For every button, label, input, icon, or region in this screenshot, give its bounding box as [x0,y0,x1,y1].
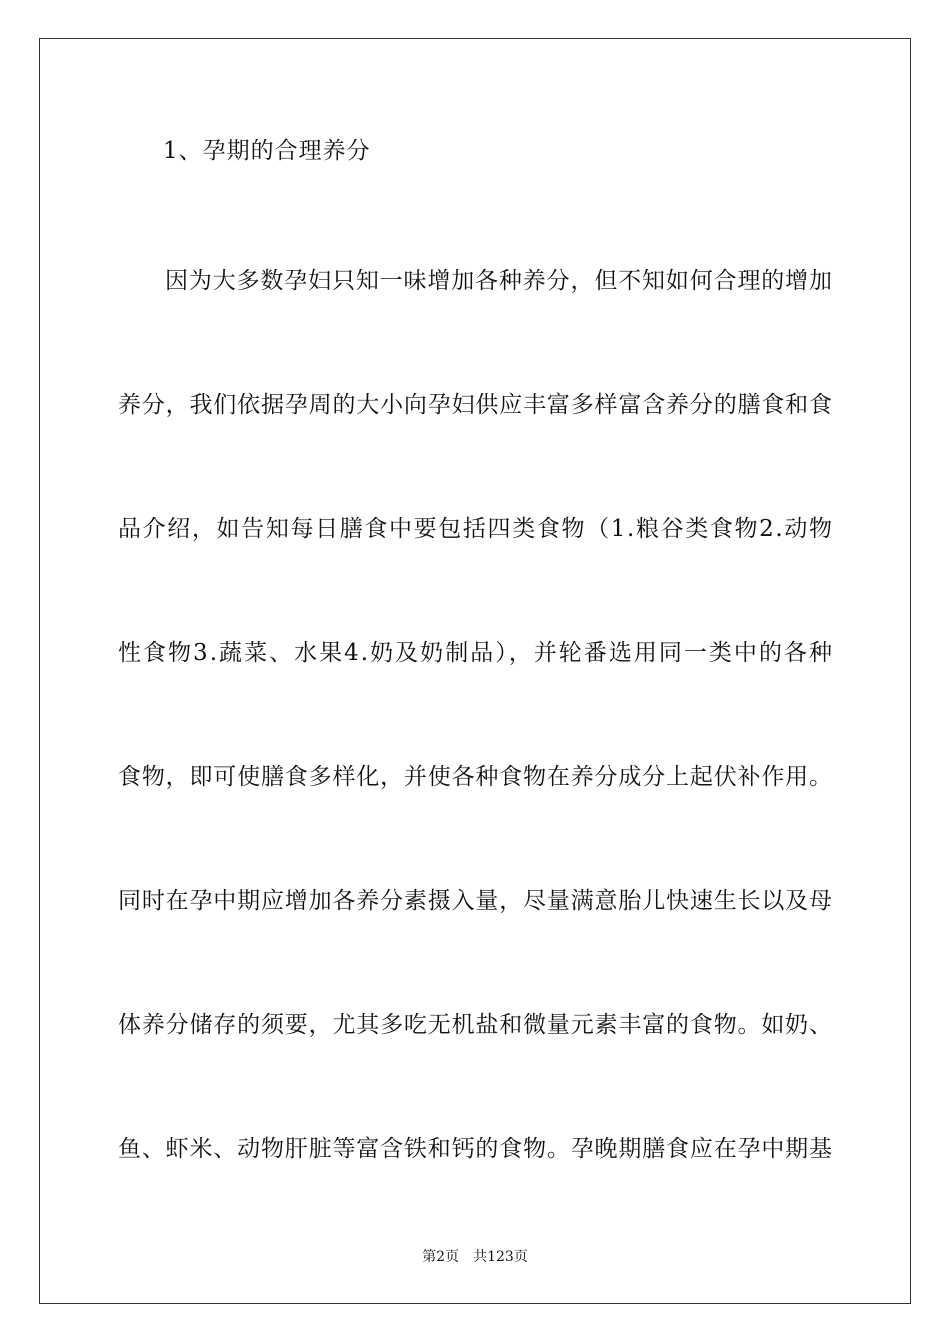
page-total: 共123页 [473,1249,528,1265]
paragraph-line: 品介绍，如告知每日膳食中要包括四类食物（1.粮谷类食物2.动物 [118,516,834,542]
page-frame [39,38,911,1304]
paragraph-line: 体养分储存的须要，尤其多吃无机盐和微量元素丰富的食物。如奶、 [118,1012,833,1038]
page-number: 第2页 [422,1249,460,1265]
paragraph-line: 因为大多数孕妇只知一味增加各种养分，但不知如何合理的增加 [165,268,833,294]
section-heading: 1、孕期的合理养分 [163,138,371,164]
paragraph-line: 性食物3.蔬菜、水果4.奶及奶制品），并轮番选用同一类中的各种 [118,640,835,666]
paragraph-line: 食物，即可使膳食多样化，并使各种食物在养分成分上起伏补作用。 [118,764,833,790]
page-footer [0,1246,950,1266]
paragraph-line: 养分，我们依据孕周的大小向孕妇供应丰富多样富含养分的膳食和食 [118,392,833,418]
paragraph-line: 同时在孕中期应增加各养分素摄入量，尽量满意胎儿快速生长以及母 [118,888,833,914]
paragraph-line: 鱼、虾米、动物肝脏等富含铁和钙的食物。孕晚期膳食应在孕中期基 [118,1136,833,1162]
